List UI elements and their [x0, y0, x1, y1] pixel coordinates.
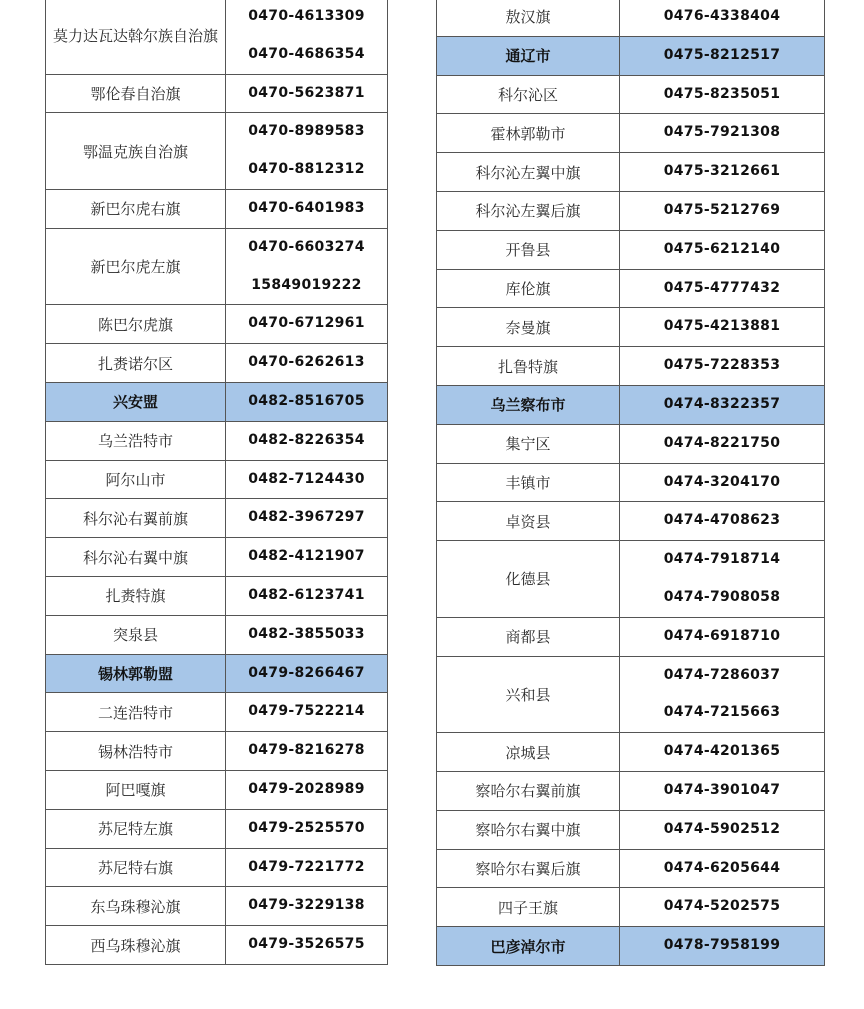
phone-cell	[620, 541, 825, 618]
phone-number: 0470-6262613	[248, 354, 365, 371]
phone-number: 0474-6918710	[663, 627, 781, 644]
district-row	[46, 538, 388, 577]
phone-cell	[620, 308, 825, 347]
phone-cell	[620, 810, 825, 849]
phone-cell	[620, 75, 825, 114]
phone-cell	[226, 305, 388, 344]
district-row	[437, 849, 825, 888]
district-name: 科尔沁右翼中旗	[46, 538, 226, 577]
phone-number: 0474-7286037	[663, 666, 781, 683]
phone-cell	[226, 189, 388, 228]
phone-cell	[620, 771, 825, 810]
phone-number: 0479-8266467	[248, 664, 365, 681]
phone-cell	[226, 576, 388, 615]
phone-number: 0474-3204170	[663, 473, 781, 490]
phone-cell	[226, 770, 388, 809]
phone-number: 0479-7522214	[248, 703, 365, 720]
phone-cell	[620, 424, 825, 463]
district-name: 莫力达瓦达斡尔族自治旗	[46, 0, 226, 74]
phone-number: 0475-4777432	[663, 279, 781, 296]
district-row	[46, 693, 388, 732]
district-row	[46, 770, 388, 809]
district-row	[437, 888, 825, 927]
city-name: 乌兰察布市	[437, 385, 620, 424]
district-row	[437, 502, 825, 541]
phone-cell	[620, 733, 825, 772]
district-row	[437, 810, 825, 849]
district-row	[437, 269, 825, 308]
phone-number: 0479-8216278	[248, 742, 365, 759]
district-row	[437, 308, 825, 347]
phone-cell	[226, 344, 388, 383]
district-name: 库伦旗	[437, 269, 620, 308]
district-row	[437, 191, 825, 230]
phone-number: 0474-7215663	[663, 704, 781, 721]
phone-number: 0474-8322357	[663, 395, 781, 412]
district-row	[437, 656, 825, 733]
district-name: 察哈尔右翼后旗	[437, 849, 620, 888]
right-directory-table	[436, 0, 825, 966]
phone-cell	[226, 228, 388, 305]
district-row	[437, 230, 825, 269]
phone-number: 0482-7124430	[248, 470, 365, 487]
phone-number: 0479-3229138	[248, 897, 365, 914]
district-name: 科尔沁区	[437, 75, 620, 114]
phone-cell	[226, 732, 388, 771]
phone-number: 0475-8212517	[663, 46, 781, 63]
district-row	[46, 305, 388, 344]
right-table-body	[437, 0, 825, 965]
district-name: 扎鲁特旗	[437, 347, 620, 386]
phone-number: 0479-2028989	[248, 780, 365, 797]
left-table-body	[46, 0, 388, 964]
district-name: 奈曼旗	[437, 308, 620, 347]
phone-cell	[620, 0, 825, 36]
district-name: 科尔沁左翼中旗	[437, 153, 620, 192]
district-row	[46, 809, 388, 848]
district-row	[46, 113, 388, 190]
phone-cell	[226, 460, 388, 499]
phone-cell	[620, 385, 825, 424]
district-row	[437, 114, 825, 153]
phone-cell	[226, 848, 388, 887]
district-row	[46, 74, 388, 113]
phone-cell	[226, 382, 388, 421]
city-header-row	[46, 654, 388, 693]
district-name: 科尔沁左翼后旗	[437, 191, 620, 230]
district-name: 西乌珠穆沁旗	[46, 926, 226, 965]
district-row	[437, 153, 825, 192]
city-name: 锡林郭勒盟	[46, 654, 226, 693]
phone-number: 0475-7921308	[663, 124, 781, 141]
phone-cell	[226, 693, 388, 732]
phone-cell	[226, 615, 388, 654]
district-row	[437, 617, 825, 656]
district-name: 鄂温克族自治旗	[46, 113, 226, 190]
phone-number: 0470-6401983	[248, 199, 365, 216]
phone-number: 0476-4338404	[663, 8, 781, 24]
district-row	[46, 0, 388, 74]
district-row	[437, 463, 825, 502]
phone-number: 0482-8516705	[248, 392, 365, 409]
city-header-row	[437, 385, 825, 424]
phone-cell	[226, 421, 388, 460]
phone-number: 0470-4686354	[248, 45, 365, 62]
district-row	[46, 926, 388, 965]
phone-number: 0479-2525570	[248, 819, 365, 836]
phone-number: 0474-6205644	[663, 859, 781, 876]
phone-cell	[620, 656, 825, 733]
phone-cell	[620, 849, 825, 888]
phone-number: 0474-7908058	[663, 588, 781, 605]
phone-number: 0475-5212769	[663, 201, 781, 218]
district-row	[46, 576, 388, 615]
district-name: 新巴尔虎右旗	[46, 189, 226, 228]
phone-number: 0470-4613309	[248, 8, 365, 24]
city-name: 通辽市	[437, 36, 620, 75]
phone-number: 0478-7958199	[663, 937, 781, 954]
phone-number: 0470-8989583	[248, 123, 365, 140]
phone-number: 0482-3967297	[248, 509, 365, 526]
district-name: 鄂伦春自治旗	[46, 74, 226, 113]
phone-number: 0474-4201365	[663, 743, 781, 760]
phone-cell	[620, 36, 825, 75]
city-header-row	[437, 36, 825, 75]
district-row	[46, 732, 388, 771]
phone-number: 15849019222	[251, 276, 362, 293]
district-name: 察哈尔右翼中旗	[437, 810, 620, 849]
phone-number: 0470-6712961	[248, 315, 365, 332]
phone-cell	[226, 926, 388, 965]
district-name: 乌兰浩特市	[46, 421, 226, 460]
district-name: 四子王旗	[437, 888, 620, 927]
district-row	[437, 771, 825, 810]
phone-cell	[620, 927, 825, 966]
phone-number: 0470-6603274	[248, 238, 365, 255]
city-header-row	[46, 382, 388, 421]
district-name: 东乌珠穆沁旗	[46, 887, 226, 926]
phone-number: 0470-5623871	[248, 84, 365, 101]
phone-cell	[226, 887, 388, 926]
phone-cell	[226, 499, 388, 538]
district-name: 卓资县	[437, 502, 620, 541]
district-name: 敖汉旗	[437, 0, 620, 36]
district-name: 阿巴嘎旗	[46, 770, 226, 809]
phone-number: 0482-4121907	[248, 548, 365, 565]
phone-number: 0479-3526575	[248, 936, 365, 953]
city-name: 兴安盟	[46, 382, 226, 421]
phone-cell	[620, 153, 825, 192]
district-row	[46, 189, 388, 228]
phone-number: 0482-8226354	[248, 431, 365, 448]
phone-cell	[226, 809, 388, 848]
phone-number: 0474-3901047	[663, 781, 781, 798]
phone-number: 0470-8812312	[248, 161, 365, 178]
district-name: 霍林郭勒市	[437, 114, 620, 153]
phone-number: 0474-7918714	[663, 551, 781, 568]
district-name: 开鲁县	[437, 230, 620, 269]
phone-cell	[620, 502, 825, 541]
city-name: 巴彦淖尔市	[437, 927, 620, 966]
phone-cell	[620, 888, 825, 927]
district-row	[437, 0, 825, 36]
district-name: 扎赉诺尔区	[46, 344, 226, 383]
district-row	[46, 887, 388, 926]
phone-cell	[620, 463, 825, 502]
district-name: 陈巴尔虎旗	[46, 305, 226, 344]
phone-cell	[620, 114, 825, 153]
phone-number: 0482-6123741	[248, 586, 365, 603]
district-row	[46, 460, 388, 499]
district-name: 商都县	[437, 617, 620, 656]
district-row	[437, 347, 825, 386]
phone-number: 0479-7221772	[248, 858, 365, 875]
district-name: 锡林浩特市	[46, 732, 226, 771]
district-row	[46, 499, 388, 538]
phone-cell	[226, 654, 388, 693]
phone-number: 0474-5902512	[663, 820, 781, 837]
district-name: 科尔沁右翼前旗	[46, 499, 226, 538]
district-row	[46, 421, 388, 460]
district-name: 苏尼特右旗	[46, 848, 226, 887]
phone-cell	[620, 347, 825, 386]
phone-number: 0475-4213881	[663, 318, 781, 335]
district-name: 兴和县	[437, 656, 620, 733]
phone-cell	[226, 538, 388, 577]
district-name: 化德县	[437, 541, 620, 618]
left-directory-table	[45, 0, 388, 965]
phone-number: 0475-8235051	[663, 85, 781, 102]
phone-cell	[620, 269, 825, 308]
district-row	[46, 344, 388, 383]
district-name: 二连浩特市	[46, 693, 226, 732]
district-row	[46, 615, 388, 654]
phone-number: 0475-7228353	[663, 357, 781, 374]
phone-number: 0482-3855033	[248, 625, 365, 642]
district-name: 丰镇市	[437, 463, 620, 502]
phone-cell	[620, 617, 825, 656]
phone-cell	[226, 74, 388, 113]
district-name: 扎赉特旗	[46, 576, 226, 615]
phone-cell	[620, 230, 825, 269]
district-row	[46, 848, 388, 887]
district-name: 阿尔山市	[46, 460, 226, 499]
district-row	[437, 424, 825, 463]
phone-number: 0475-3212661	[663, 163, 781, 180]
phone-number: 0474-8221750	[663, 434, 781, 451]
district-row	[437, 733, 825, 772]
district-name: 苏尼特左旗	[46, 809, 226, 848]
district-name: 集宁区	[437, 424, 620, 463]
district-name: 察哈尔右翼前旗	[437, 771, 620, 810]
district-name: 新巴尔虎左旗	[46, 228, 226, 305]
phone-cell	[226, 0, 388, 74]
district-name: 突泉县	[46, 615, 226, 654]
district-row	[437, 75, 825, 114]
phone-number: 0474-5202575	[663, 898, 781, 915]
phone-cell	[226, 113, 388, 190]
phone-number: 0475-6212140	[663, 240, 781, 257]
phone-number: 0474-4708623	[663, 512, 781, 529]
district-row	[46, 228, 388, 305]
phone-cell	[620, 191, 825, 230]
city-header-row	[437, 927, 825, 966]
district-row	[437, 541, 825, 618]
district-name: 凉城县	[437, 733, 620, 772]
